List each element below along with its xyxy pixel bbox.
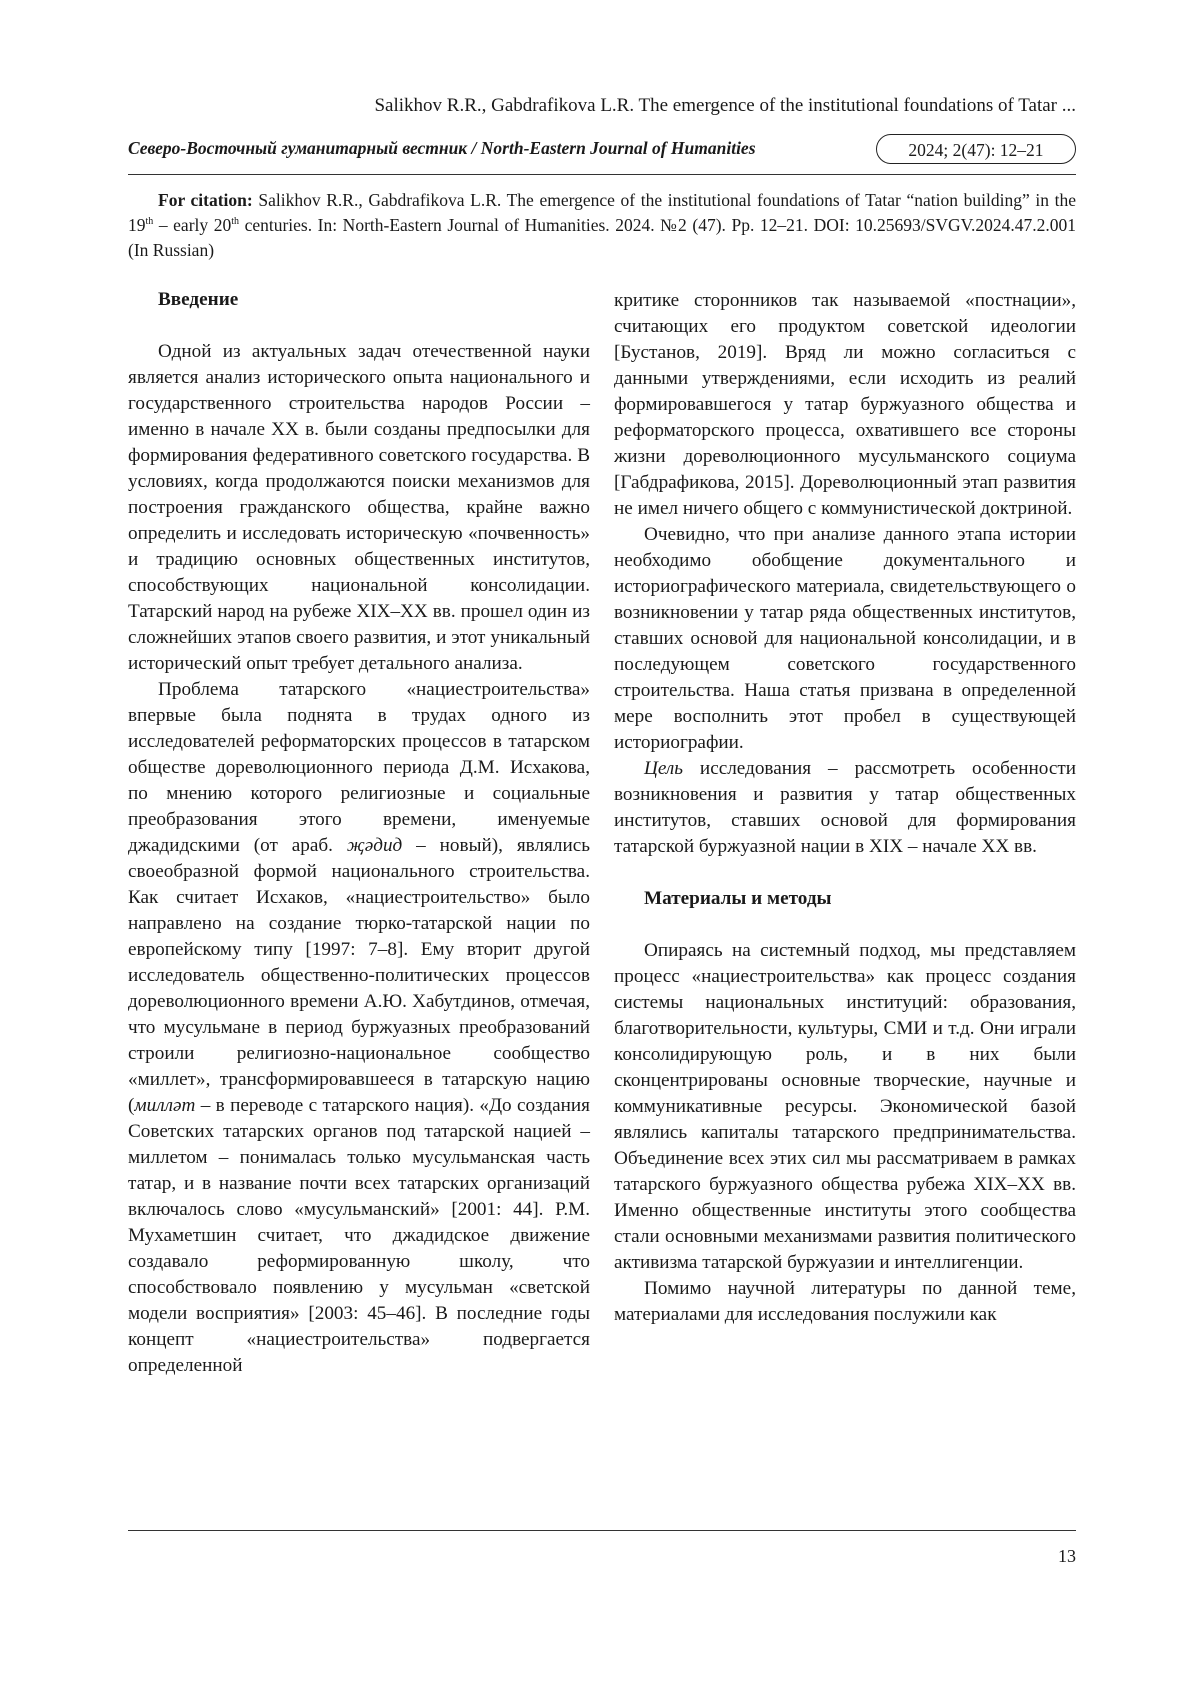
journal-header	[128, 134, 1076, 168]
right-column	[614, 288, 1076, 1328]
paragraph-text: – новый), являлись своеобразной формой национального строительства. Как считает Исхаков, «нациестроительство» было направлено на создание тюрко-татарской нации по европейскому типу [1997: 7–8]. Ему вторит другой исследователь общественно-политических процессов дореволюционного времени А.Ю. Хабутдинов, отмечая, что мусульмане в период буржуазных преобразований строили религиозно-национальное сообщество «миллет», трансформировавшееся в татарскую нацию (	[128, 835, 590, 1116]
paragraph-text: Проблема татарского «нациестроительства» впервые была поднята в трудах одного из исследователей реформаторских процессов в татарском обществе дореволюционного периода Д.М. Исхакова, по мнению которого религиозные и социальные преобразования этого времени, именуемые джадидскими (от араб.	[128, 679, 590, 856]
citation-text-3: centuries. In: North-Eastern Journal of Humanities. 2024. №2 (47). Pp. 12–21. DOI: 10.25693/SVGV.2024.47.2.001 (In Russian)	[128, 215, 1077, 260]
citation-sup-1: th	[145, 216, 154, 228]
paragraph: критике сторонников так называемой «постнации», считающих его продуктом советской идеологии [Бустанов, 2019]. Вряд ли можно согласиться с данными утверждениями, если исходить из реалий формировавшегося у татар буржуазного общества и реформаторского процесса, охватившего все стороны жизни дореволюционного мусульманского социума [Габдрафикова, 2015]. Дореволюционный этап развития не имел ничего общего с коммунистической доктриной.	[614, 290, 1076, 519]
running-head: Salikhov R.R., Gabdrafikova L.R. The emergence of the institutional foundations of Tatar ...	[374, 95, 1076, 116]
paragraph-text: – в переводе с татарского нация). «До создания Советских татарских органов под татарской нацией – миллетом – понималась только мусульманская часть татар, и в название почти всех татарских организаций включалось слово «мусульманский» [2001: 44]. Р.М. Мухаметшин считает, что джадидское движение создавало реформированную школу, что способствовало появлению у мусульман «светской модели восприятия» [2003: 45–46]. В последние годы концепт «нациестроительства» подвергается определенной	[128, 1095, 590, 1376]
paragraph	[614, 756, 1076, 860]
header-divider	[128, 174, 1076, 175]
citation-text-2: – early 20	[153, 215, 232, 235]
page-number: 13	[1058, 1546, 1076, 1566]
journal-title: Северо-Восточный гуманитарный вестник / North-Eastern Journal of Humanities	[128, 138, 756, 158]
paragraph: Очевидно, что при анализе данного этапа истории необходимо обобщение документального и историографического материала, свидетельствующего о возникновении у татар ряда общественных институтов, ставших основой для национальной консолидации, и в последующем советского государственного строительства. Наша статья призвана в определенной мере восполнить этот пробел в существующей историографии.	[614, 524, 1076, 753]
issue-badge: 2024; 2(47): 12–21	[876, 134, 1076, 164]
paragraph-text: исследования – рассмотреть особенности возникновения и развития у татар общественных институтов, ставших основой для формирования татарской буржуазной нации в XIX – начале XX вв.	[614, 758, 1076, 857]
section-heading-methods: Материалы и методы	[644, 888, 832, 909]
spacer	[128, 313, 590, 339]
citation-block	[128, 188, 1076, 263]
italic-term: җәдид	[346, 835, 403, 856]
citation-sup-2: th	[231, 216, 239, 228]
footer-divider	[128, 1530, 1076, 1531]
paragraph	[128, 677, 590, 1379]
italic-term: Цель	[644, 758, 683, 779]
spacer	[614, 912, 1076, 938]
spacer	[614, 860, 1076, 886]
citation-text-1: Salikhov R.R., Gabdrafikova L.R. The emergence of the institutional foundations of Tatar “nation building” in the 19	[128, 190, 1076, 235]
section-heading-intro: Введение	[158, 289, 239, 310]
left-column	[128, 287, 590, 1379]
paragraph: Помимо научной литературы по данной теме, материалами для исследования послужили как	[614, 1278, 1076, 1325]
citation-label: For citation:	[158, 190, 253, 210]
paragraph: Опираясь на системный подход, мы представляем процесс «нациестроительства» как процесс создания системы национальных институций: образования, благотворительности, культуры, СМИ и т.д. Они играли консолидирующую роль, и в них были сконцентрированы основные творческие, научные и коммуникативные ресурсы. Экономической базой являлись капиталы татарского предпринимательства. Объединение всех этих сил мы рассматриваем в рамках татарского буржуазного общества рубежа XIX–XX вв. Именно общественные институты этого сообщества стали основными механизмами развития политического активизма татарской буржуазии и интеллигенции.	[614, 940, 1076, 1273]
italic-term: милләт	[134, 1095, 196, 1116]
paragraph: Одной из актуальных задач отечественной науки является анализ исторического опыта национального и государственного строительства народов России – именно в начале XX в. были созданы предпосылки для формирования федеративного советского государства. В условиях, когда продолжаются поиски механизмов для построения гражданского общества, крайне важно определить и исследовать историческую «почвенность» и традицию основных общественных институтов, способствующих национальной консолидации. Татарский народ на рубеже XIX–XX вв. прошел один из сложнейших этапов своего развития, и этот уникальный исторический опыт требует детального анализа.	[128, 341, 590, 674]
